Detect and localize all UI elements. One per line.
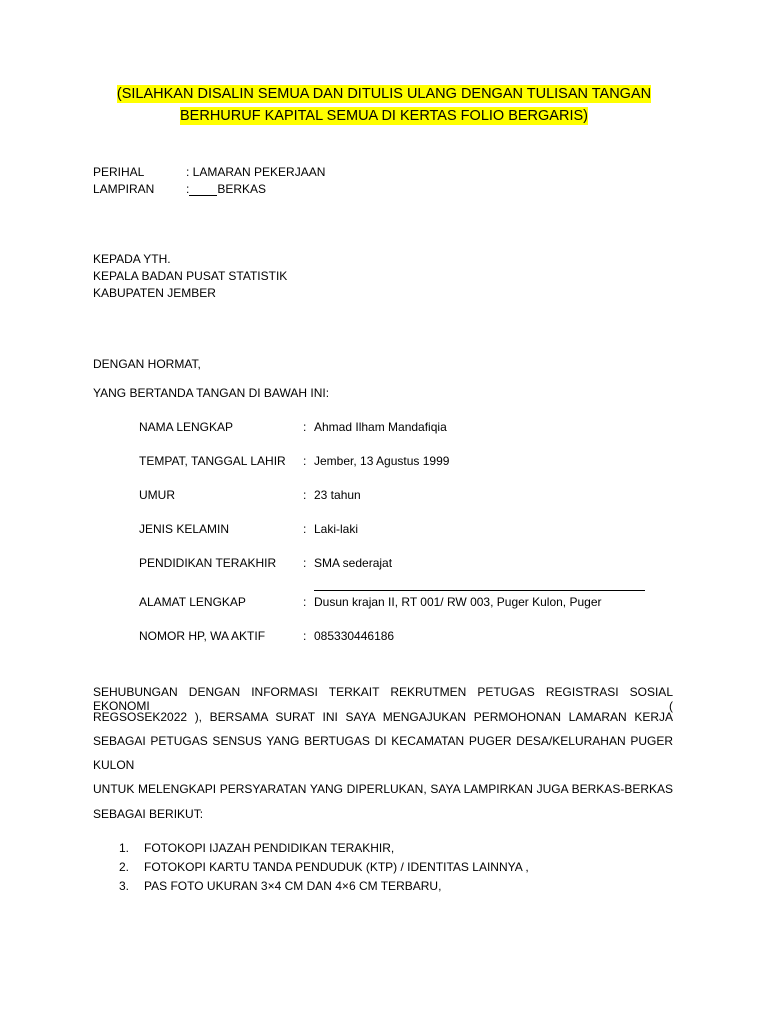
instruction-highlight-1: (SILAHKAN DISALIN SEMUA DAN DITULIS ULANG DENGAN TULISAN TANGAN (116, 86, 652, 102)
attachment-item: FOTOKOPI IJAZAH PENDIDIKAN TERAKHIR, (144, 841, 395, 855)
lampiran-value (186, 182, 266, 196)
field-value-umur: 23 tahun (314, 488, 361, 502)
field-label-nomor-hp: NOMOR HP, WA AKTIF (139, 629, 266, 643)
field-value-jenis-kelamin: Laki-laki (314, 522, 359, 536)
attachment-item: PAS FOTO UKURAN 3×4 CM DAN 4×6 CM TERBARU, (144, 879, 442, 893)
field-colon: : (303, 595, 307, 609)
field-label-pendidikan: PENDIDIKAN TERAKHIR (139, 556, 277, 570)
field-value-ttl: Jember, 13 Agustus 1999 (314, 454, 450, 468)
body-p1-line-2: REGSOSEK2022 ), BERSAMA SURAT INI SAYA MENGAJUKAN PERMOHONAN LAMARAN KERJA (93, 710, 673, 724)
field-label-umur: UMUR (139, 488, 175, 502)
field-label-ttl: TEMPAT, TANGGAL LAHIR (139, 454, 286, 468)
lampiran-colon: : (186, 182, 190, 196)
perihal-label: PERIHAL (93, 165, 145, 179)
recipient-line-3: KABUPATEN JEMBER (93, 286, 216, 300)
body-p1-line-3: SEBAGAI PETUGAS SENSUS YANG BERTUGAS DI KECAMATAN PUGER DESA/KELURAHAN PUGER (93, 734, 673, 748)
field-colon: : (303, 556, 307, 570)
field-value-alamat: Dusun krajan II, RT 001/ RW 003, Puger Kulon, Puger (314, 595, 602, 609)
recipient-line-2: KEPALA BADAN PUSAT STATISTIK (93, 269, 288, 283)
body-p1-line-1: SEHUBUNGAN DENGAN INFORMASI TERKAIT REKRUTMEN PETUGAS REGISTRASI SOSIAL EKONOMI ( (93, 685, 673, 713)
greeting: DENGAN HORMAT, (93, 357, 201, 371)
field-colon: : (303, 488, 307, 502)
field-value-nomor-hp: 085330446186 (314, 629, 395, 643)
field-label-jenis-kelamin: JENIS KELAMIN (139, 522, 230, 536)
field-value-pendidikan: SMA sederajat (314, 556, 393, 570)
attachment-number: 3. (119, 879, 130, 893)
body-p2-line-2: SEBAGAI BERIKUT: (93, 807, 204, 821)
field-colon: : (303, 629, 307, 643)
field-value-nama: Ahmad Ilham Mandafiqia (314, 420, 447, 434)
instruction-line-1 (0, 86, 768, 102)
lampiran-blank (189, 184, 217, 196)
field-label-nama: NAMA LENGKAP (139, 420, 234, 434)
field-colon: : (303, 522, 307, 536)
perihal-value: : LAMARAN PEKERJAAN (186, 165, 326, 179)
attachment-item: FOTOKOPI KARTU TANDA PENDUDUK (KTP) / IDENTITAS LAINNYA , (144, 860, 529, 874)
instruction-highlight-2: BERHURUF KAPITAL SEMUA DI KERTAS FOLIO BERGARIS) (180, 108, 588, 124)
body-p1-line-4: KULON (93, 758, 135, 772)
lampiran-text: BERKAS (217, 182, 267, 196)
attachment-number: 1. (119, 841, 130, 855)
attachment-number: 2. (119, 860, 130, 874)
address-rule (314, 590, 645, 591)
intro: YANG BERTANDA TANGAN DI BAWAH INI: (93, 386, 330, 400)
field-colon: : (303, 420, 307, 434)
field-label-alamat: ALAMAT LENGKAP (139, 595, 246, 609)
field-colon: : (303, 454, 307, 468)
lampiran-label: LAMPIRAN (93, 182, 155, 196)
body-p2-line-1: UNTUK MELENGKAPI PERSYARATAN YANG DIPERLUKAN, SAYA LAMPIRKAN JUGA BERKAS-BERKAS (93, 782, 673, 796)
instruction-line-2 (0, 108, 768, 124)
recipient-line-1: KEPADA YTH. (93, 252, 171, 266)
